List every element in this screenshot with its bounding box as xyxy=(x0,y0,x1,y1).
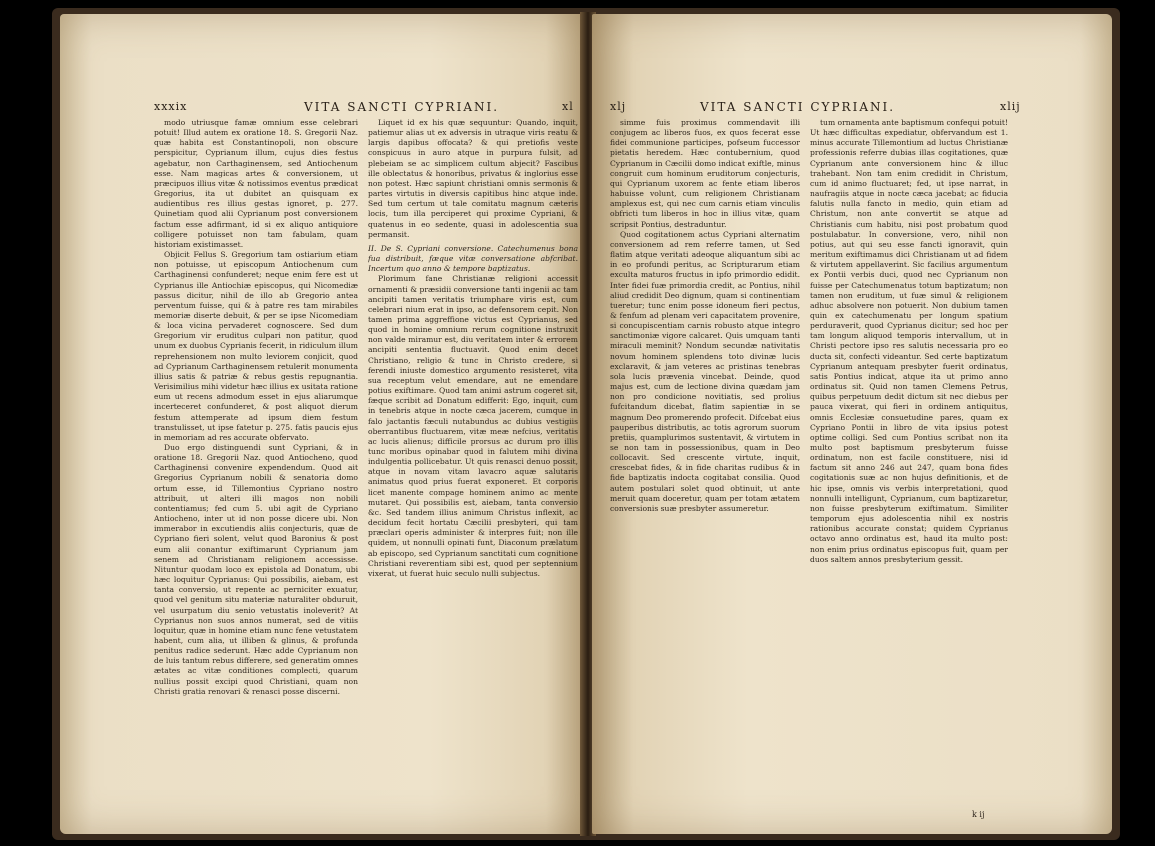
paragraph: modo utriusque famæ omnium esse celebrari potuit! Illud autem ex oratione 18. S. Gregorii Naz. quæ habita est Constantinopoli, non obscure perspicitur, Cyprianum illum, cujus dies festus agebatur, non Carthaginensem, sed Antiochenum esse. Nam magicas artes & conversionem, ut præcipuos illius vitæ & notissimos eventus prædicat Gregorius, ita ut dubitet an quisquam ex audientibus res illius gestas ignoret, p. 277. Quinetiam quod alii Cyprianum post conversionem factum esse adfirmant, id si ex aliquo antiquiore colligere potuisset non tam fabulam, quam historiam existimasset. xyxy=(154,118,358,249)
open-book xyxy=(52,8,1120,840)
paragraph: Objicit Fellus S. Gregorium tam ostiarium etiam non potuisse, ut episcopum Antiochenum cum Carthaginensi confunderet; neque enim fere est ut Cyprianus ille Antiochiæ episcopus, qui Nicomediæ passus dicitur, nihil de illo ab Gregorio antea perventum fuisse, qui & à patre res tam mirabiles memoriæ diserte debuit, & per se ipse Nicomediam & loca vicina pervaderet cognoscere. Sed dum Gregorium vir eruditus culpari non patitur, quod unum ex duobus Cyprianis fecerit, in ridiculum illum reprehensionem non multo leviorem conjicit, quod ad Cyprianum Carthaginensem retulerit monumenta illius satis & patriæ & rebus gestis repugnantia. Verisimilius mihi videtur hæc illius ex usitata ratione eum ut recens admodum esset in ejus aliarumque incerteceret confunderet, & post aliquot dierum festum attemperate ad ipsum diem festum transtulisset, ut ipse fatetur p. 275. fatis paucis ejus in memoriam ad res accurate obfervato. xyxy=(154,250,358,442)
right-page-title: VITA SANCTI CYPRIANI. xyxy=(700,100,896,114)
left-page-number-inner: xl xyxy=(562,100,574,113)
right-page-number-inner: xlj xyxy=(610,100,627,113)
left-page-number-outer: xxxix xyxy=(154,100,188,113)
paragraph: simme fuis proximus commendavit illi conjugem ac liberos fuos, ex quos fecerat esse fidei communione participes, pofseum fuccessor pietatis heredem. Hæc contubernium, quod Cyprianum in Cæcilii domo indicat exiftle, minus congruit cum hominum eruditorum conjecturis, qui Cyprianum uxorem ac fente etiam liberos habuisse volunt, cum religionem Christianam amplexus est, qui nec cum carnis etiam vinculis obfricti tum liberos in hoc in illius vitæ, quam scripsit Pontius, destraduntur. xyxy=(610,118,800,229)
right-page xyxy=(592,14,1112,834)
left-page-column-1 xyxy=(154,118,358,818)
left-page-title: VITA SANCTI CYPRIANI. xyxy=(304,100,500,114)
left-page-column-2 xyxy=(368,118,578,818)
right-page-number-outer: xlij xyxy=(1000,100,1021,113)
paragraph: Duo ergo distinguendi sunt Cypriani, & in oratione 18. Gregorii Naz. quod Antiocheno, quod Carthaginensi convenire expendendum. Quod ait Gregorius Cyprianum nobili & senatoria domo ortum esse, id Tillemontius Cypriano nostro attribuit, ut alteri illi magos non nobili contentiamus; fed cum 5. ubi agit de Cypriano Antiocheno, inter ut id non posse dicere ubi. Non immerabor in excutiendis aliis conjecturis, quæ de Cypriano fieri solent, velut quod Baronius & post eum alii conantur exiftimarunt Cyprianum jam senem ad Christianam religionem accessisse. Nituntur quodam loco ex epistola ad Donatum, ubi hæc loquitur Cyprianus: Qui possibilis, aiebam, est tanta conversio, ut repente ac perniciter exuatur, quod vel genitum situ materiæ naturaliter obduruit, vel usurpatum diu senio vetustatis inoleverit? At Cyprianus non suos annos numerat, sed de vitiis loquitur, quæ in homine etiam nunc fene vetustatem habent, cum alia, ut illiben & glinus, & profunda penitus radice sederunt. Hæc adde Cyprianum non de luis tantum rebus differere, sed generatim omnes ætates ac vitæ conditiones complecti, quarum nullius possit excipi quod Christiani, quam non Christi gratia renovari & renasci posse discerni. xyxy=(154,443,358,696)
right-page-column-2 xyxy=(810,118,1008,808)
signature-mark: k ij xyxy=(972,810,985,819)
section-heading: II. De S. Cypriani conversione. Catechumenus bona fua distribuit, fæque vitæ conversatione abfcribat. Incertum quo anno & tempore baptizatus. xyxy=(368,243,578,274)
left-page xyxy=(60,14,588,834)
paragraph: Liquet id ex his quæ sequuntur: Quando, inquit, patiemur alias ut ex adversis in utraque viris reatu & largis dapibus offocata? & qui pretiofis veste conspicuus in auro atque in purpura fulsit, ad plebeiam se ac simplicem cultum abjecit? Fascibus ille oblectatus & honoribus, privatus & inglorius esse non potest. Hæc sapiunt christiani omnis sermonis & partes virtutis in diversis capitibus hinc atque inde. Sed tum certum ut tale comitatu magnum cæteris locis, tum illa perciperet qui proxime Cypriani, & quatenus in eo sedente, quasi in adolescentia sua permansit. xyxy=(368,118,578,239)
paragraph: Plorimum fane Christianæ religioni accessit ornamenti & præsidii conversione tanti ingenii ac tam ancipiti tamen veritatis triumphare viris est, cum celebrari nium erat in ipso, ac defensorem cepit. Non tamen prima aggreffione victus est Cyprianus, sed quod in homine omnium rerum cognitione instruxit non valde miramur est, diu veritatem inter & errorem ancipiti sententia fluctuavit. Quod enim decet Christiano, religio & tunc in Christo credere, si ferendi iniuste domestico argumento resisteret, vita sua receptum velut emendare, aut ne emendare potius exiftimare. Quod tam animi astrum cogeret sit, fæque scribit ad Donatum edifferit: Ego, inquit, cum in tenebris atque in nocte cæca jacerem, cumque in falo jactantis fæculi nutabundus ac dubius vestigiis oberrantibus fluctuarem, vitæ meæ nefcius, veritatis ac lucis alienus; difficile prorsus ac durum pro illis tunc moribus opinabar quod in falutem mihi divina indulgentia pollicebatur. Ut quis renasci denuo possit, atque in novam vitam lavacro aquæ salutaris animatus quod prius fuerat exponeret. Et corporis licet manente compage hominem animo ac mente mutaret. Qui possibilis est, aiebam, tanta conversio &c. Sed tandem illius animum Christus inflexit, ac decidum fecit hortatu Cæcilii presbyteri, qui tam præclari operis administer & interpres fuit; non ille quidem, ut nonnulli opinati funt, Diaconum prælatum ab episcopo, sed Cyprianum sanctitati cum cognitione Christiani reverentiam sibi est, quod per septennium vixerat, ut fuerat huic seculo nulli subjectus. xyxy=(368,274,578,578)
paragraph: tum ornamenta ante baptismum confequi potuit! Ut hæc difficultas expediatur, obfervandum est 1. minus accurate Tillemontium ad luctus Christianæ professionis referre dubias illas cogitationes, quæ Cyprianum ante conversionem hinc & illuc trahebant. Non tam enim credidit in Christum, cum id animo fluctuaret; fed, ut ipse narrat, in naufragiis atque in nocte cæca jacebat; ac fiducia falutis nulla fancto in medio, quin etiam ad Christum, non ante convertit se atque ad Christianis cum habitu, nisi post probatum quod postulabatur. In conversione, vero, nihil non potius, aut qui seu esse fancti ignoravit, quin meritum exiftimamus dici Christianam ut ad fidem & virtutem appellaverint. Sic facilius argumentum ex Pontii verbis duci, quod nec Cyprianum non fuisse per Catechumenatus totum baptizatum; non tamen non eruditum, ut fuæ simul & religionem adhuc absolvere non potuerit. Non dubium tamen quin ex catechumenatu per longum spatium perduraverit, quod Cyprianus dicitur; sed hoc per tam longum aliquod temporis intervallum, ut in Christi pectore ipso res salutis necessaria pro eo ducta sit, confecti videantur. Sed certe baptizatum Cyprianum antequam presbyter fuerit ordinatus, satis Pontius indicat, atque ita ut primo anno ordinatus sit. Quid non tamen Clemens Petrus, quibus perpetuum dedit dictum sit nec diebus per pauca vixerat, qui fieri in ordinem antiquitus, omnis Ecclesiæ consuetudine pares, quam ex Cypriano Pontii in libro de vita ipsius potest optime colligi. Sed cum Pontius scribat non ita multo post baptismum presbyterum fuisse ordinatum, non est facile constituere, nisi id factum sit anno 246 aut 247, quam bona fides cogitationis suæ ac non hujus definitionis, et de hic ipse, omnis vis verbis interpretationi, quod nonnulli intelligunt, Cyprianum, cum baptizaretur, non fuisse presbyterum exiftimatum. Similiter temporum ejus adolescentia nihil ex nostris rationibus accurate constat; quidem Cyprianus octavo anno ordinatus est, haud ita multo post: non enim prius ordinatus episcopus fuit, quam per duos saltem annos presbyterium gessit. xyxy=(810,118,1008,564)
right-page-column-1 xyxy=(610,118,800,818)
paragraph: Quod cogitationem actus Cypriani alternatim conversionem ad rem referre tamen, ut Sed flatim atque veritati adeoque aliquantum sibi ac in eo profundi peritus, ac Scripturarum etiam exculta maturos fructus in ipfo primordio edidit. Inter fidei fuæ primordia credit, ac Pontius, nihil aliud credidit Deo dignum, quam si continentiam tueretur; tunc enim posse idoneum fieri pectus, & fenfum ad plenam veri capacitatem provenire, si concupiscentiam carnis robusto atque integro sanctimoniæ vigore calcaret. Quis umquam tanti miraculi meminit? Nondum secundæ nativitatis novum hominem splendens toto divinæ lucis exclaravit, & jam veteres ac pristinas tenebras sola lucis prævenia vincebat. Deinde, quod majus est, cum de lectione divina quædam jam non pro condicione novitiatis, sed prolius fufcitandum dicebat, flatim sapientiæ in se magnum Deo promerendo profecit. Difcebat eius pauperibus distributis, ac totis agrorum suorum pretiis, quamplurimos sustentavit, & virtutem in se non tam in possessionibus, quam in Deo collocavit. Sed crescente virtute, inquit, crescebat fides, & in fide charitas rudibus & in fide baptizatis indocta cogitabat consilia. Quod autem postulari solet quod obtinuit, ut ante meruit quam doceretur, quam per totam ætatem conversionis suæ presbyter assumeretur. xyxy=(610,229,800,513)
